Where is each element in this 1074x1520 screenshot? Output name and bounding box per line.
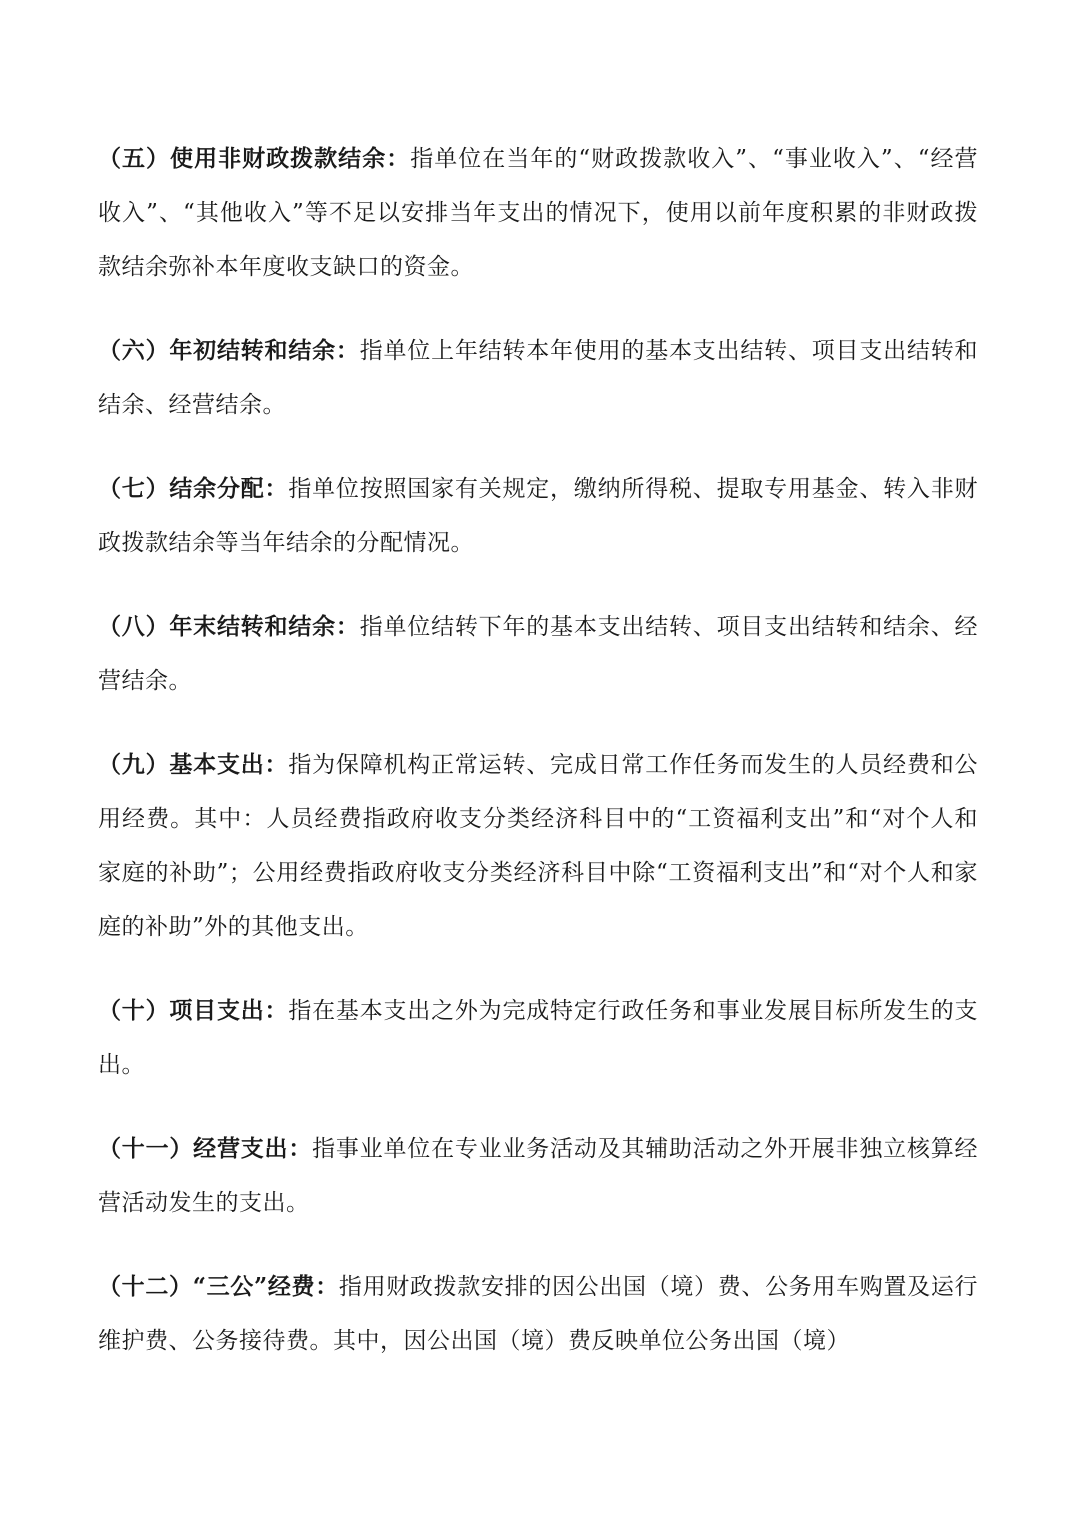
term-label: （十二）“三公”经费： (98, 1273, 339, 1300)
paragraph-text: 指为保障机构正常运转、完成日常工作任务而发生的人员经费和公用经费。其中：人员经费指政府收支分类经济科目中的“工资福利支出”和“对个人和家庭的补助”；公用经费指政府收支分类经济科目中除“工资福利支出”和“对个人和家庭的补助”外的其他支出。 (98, 752, 979, 940)
paragraph-text: 指单位在当年的“财政拨款收入”、“事业收入”、“经营收入”、“其他收入”等不足以安排当年支出的情况下，使用以前年度积累的非财政拨款结余弥补本年度收支缺口的资金。 (98, 146, 979, 280)
paragraph-9 (98, 738, 978, 954)
paragraph-text: 指用财政拨款安排的因公出国（境）费、公务用车购置及运行维护费、公务接待费。其中，因公出国（境）费反映单位公务出国（境） (98, 1274, 978, 1354)
term-label: （七）结余分配： (98, 475, 289, 502)
term-label: （九）基本支出： (98, 751, 289, 778)
paragraph-text: 指事业单位在专业业务活动及其辅助活动之外开展非独立核算经营活动发生的支出。 (98, 1136, 979, 1216)
term-label: （八）年末结转和结余： (98, 613, 360, 640)
paragraph-12 (98, 1260, 978, 1368)
paragraph-text: 指单位按照国家有关规定，缴纳所得税、提取专用基金、转入非财政拨款结余等当年结余的分配情况。 (98, 476, 979, 556)
term-label: （六）年初结转和结余： (98, 337, 360, 364)
term-label: （十一）经营支出： (98, 1135, 313, 1162)
paragraph-6 (98, 324, 978, 432)
paragraph-10 (98, 984, 978, 1092)
term-label: （十）项目支出： (98, 997, 289, 1024)
paragraph-11 (98, 1122, 978, 1230)
paragraph-text: 指在基本支出之外为完成特定行政任务和事业发展目标所发生的支出。 (98, 998, 979, 1078)
paragraph-text: 指单位结转下年的基本支出结转、项目支出结转和结余、经营结余。 (98, 614, 979, 694)
paragraph-text: 指单位上年结转本年使用的基本支出结转、项目支出结转和结余、经营结余。 (98, 338, 979, 418)
term-label: （五）使用非财政拨款结余： (98, 145, 411, 172)
document-page (98, 132, 978, 1398)
paragraph-5 (98, 132, 978, 294)
paragraph-7 (98, 462, 978, 570)
paragraph-8 (98, 600, 978, 708)
